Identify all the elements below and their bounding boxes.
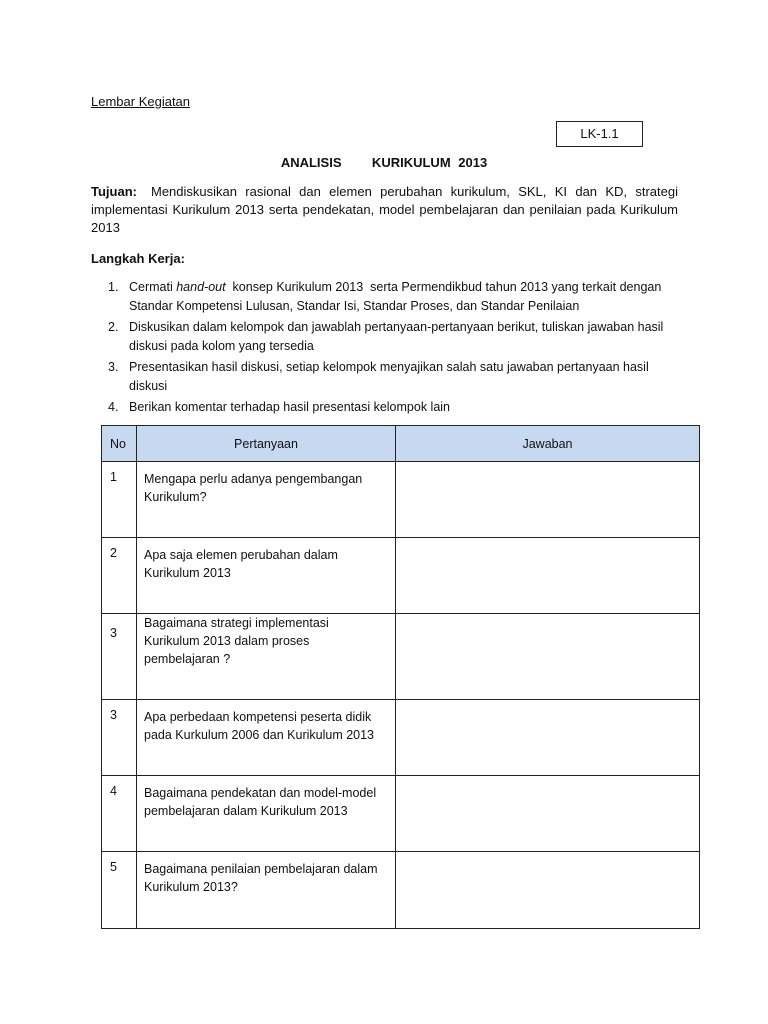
header-answer: Jawaban (396, 426, 700, 462)
header-no: No (102, 426, 137, 462)
row-question: Mengapa perlu adanya pengembangan Kurikulum? (137, 462, 396, 538)
step-text: Presentasikan hasil diskusi, setiap kelompok menyajikan salah satu jawaban pertanyaan hasil diskusi (129, 360, 649, 393)
table-row (102, 776, 700, 852)
row-number: 3 (102, 700, 137, 776)
row-question: Apa saja elemen perubahan dalam Kurikulum 2013 (137, 538, 396, 614)
objective-text: Mendiskusikan rasional dan elemen perubahan kurikulum, SKL, KI dan KD, strategi implementasi Kurikulum 2013 serta pendekatan, model pembelajaran dan penilaian pada Kurikulum 2013 (91, 184, 678, 235)
step-number: 2. (108, 320, 119, 334)
steps-title: Langkah Kerja: (91, 251, 185, 266)
worksheet-code-box: LK-1.1 (556, 121, 643, 147)
row-question: Bagaimana pendekatan dan model-model pembelajaran dalam Kurikulum 2013 (137, 776, 396, 852)
table-row (102, 538, 700, 614)
step-item (108, 318, 688, 356)
objective-paragraph (91, 183, 678, 237)
row-answer-cell[interactable] (396, 538, 700, 614)
row-number: 2 (102, 538, 137, 614)
step-text-pre: Cermati (129, 280, 177, 294)
row-question: Bagaimana penilaian pembelajaran dalam Kurikulum 2013? (137, 852, 396, 929)
row-number: 4 (102, 776, 137, 852)
step-text: Diskusikan dalam kelompok dan jawablah pertanyaan-pertanyaan berikut, tuliskan jawaban hasil diskusi pada kolom yang tersedia (129, 320, 664, 353)
question-answer-table (101, 425, 700, 929)
step-text: Berikan komentar terhadap hasil presentasi kelompok lain (129, 400, 451, 414)
step-text-post: konsep Kurikulum 2013 serta Permendikbud tahun 2013 yang terkait dengan Standar Kompetensi Lulusan, Standar Isi, Standar Proses, dan Standar Penilaian (129, 280, 665, 313)
document-heading: ANALISIS KURIKULUM 2013 (280, 155, 488, 170)
table-row (102, 614, 700, 700)
step-number: 1. (108, 280, 119, 294)
step-number: 3. (108, 360, 119, 374)
sheet-title: Lembar Kegiatan (91, 94, 191, 109)
row-answer-cell[interactable] (396, 614, 700, 700)
step-number: 4. (108, 400, 119, 414)
row-question: Bagaimana strategi implementasi Kurikulum 2013 dalam proses pembelajaran ? (137, 614, 396, 700)
row-number: 5 (102, 852, 137, 929)
step-item (108, 278, 688, 316)
row-answer-cell[interactable] (396, 776, 700, 852)
row-answer-cell[interactable] (396, 700, 700, 776)
objective-label: Tujuan: (91, 184, 137, 199)
steps-list (108, 278, 688, 419)
table-row (102, 462, 700, 538)
table-header-row (102, 426, 700, 462)
table-row (102, 852, 700, 929)
row-number: 1 (102, 462, 137, 538)
step-item (108, 358, 688, 396)
header-question: Pertanyaan (137, 426, 396, 462)
row-answer-cell[interactable] (396, 852, 700, 929)
step-item (108, 398, 688, 417)
step-text-emphasis: hand-out (176, 280, 226, 294)
row-number: 3 (102, 614, 137, 700)
row-answer-cell[interactable] (396, 462, 700, 538)
table-row (102, 700, 700, 776)
row-question: Apa perbedaan kompetensi peserta didik pada Kurkulum 2006 dan Kurikulum 2013 (137, 700, 396, 776)
